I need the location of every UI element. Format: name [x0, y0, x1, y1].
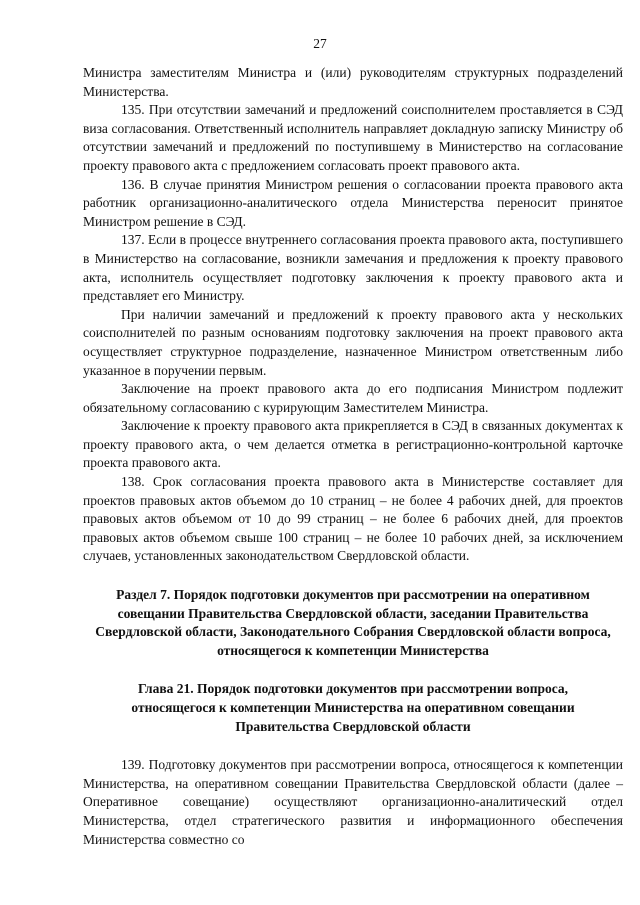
- section-7-heading: Раздел 7. Порядок подготовки документов при рассмотрении на оперативном совещании Правительства Свердловской области, заседании Правительства Свердловской области, Законодательного Собрания Свердловской области вопроса, относящегося к компетенции Министерства: [95, 587, 611, 658]
- paragraph-137-attachment: Заключение к проекту правового акта прикрепляется в СЭД в связанных документах к проекту правового акта, о чем делается отметка в регистрационно-контрольной карточке проекта правового акта.: [83, 418, 623, 471]
- paragraph-137-conclusion: Заключение на проект правового акта до его подписания Министром подлежит обязательному согласованию с курирующим Заместителем Министра.: [83, 381, 623, 415]
- paragraph-137-remarks: При наличии замечаний и предложений к проекту правового акта у нескольких соисполнителей по разным основаниям подготовку заключения на проект правового акта осуществляет структурное подразделение, назначенное Министром ответственным либо указанное в поручении первым.: [83, 306, 623, 378]
- paragraph-137: 137. Если в процессе внутреннего согласования проекта правового акта, поступившего в Министерство на согласование, возникли замечания и предложения к проекту правового акта, исполнитель осуществляет подготовку заключения к проекту правового акта и представляет его Министру.: [83, 232, 623, 304]
- paragraph-138: 138. Срок согласования проекта правового акта в Министерстве составляет для проектов правовых актов объемом до 10 страниц – не более 4 рабочих дней, для проектов правовых актов объемом от 10 до 99 страниц – не более 6 рабочих дней, для проектов правовых актов объемом свыше 100 страниц – не более 10 рабочих дней, за исключением случаев, установленных законодательством Свердловской области.: [83, 474, 623, 564]
- paragraph-continuation: Министра заместителям Министра и (или) руководителям структурных подразделений Министерства.: [83, 65, 623, 99]
- chapter-21-heading: Глава 21. Порядок подготовки документов при рассмотрении вопроса, относящегося к компетенции Министерства на оперативном совещании Правительства Свердловской области: [131, 681, 575, 734]
- page-number: 27: [313, 36, 327, 51]
- spacer: [83, 736, 623, 756]
- paragraph-135: 135. При отсутствии замечаний и предложений соисполнителем проставляется в СЭД виза согласования. Ответственный исполнитель направляет докладную записку Министру об отсутствии замечаний и предложений по поступившему в Министерство на согласование проекту правового акта с предложением согласовать проект правового акта.: [83, 102, 623, 173]
- document-body: [83, 64, 623, 849]
- paragraph-136: 136. В случае принятия Министром решения о согласовании проекта правового акта работник организационно-аналитического отдела Министерства переносит принятое Министром решение в СЭД.: [83, 176, 623, 229]
- paragraph-139: 139. Подготовку документов при рассмотрении вопроса, относящегося к компетенции Министерства, на оперативном совещании Правительства Свердловской области (далее – Оперативное совещание) осуществляют организационно-аналитический отдел Министерства, отдел стратегического развития и информационного обеспечения Министерства совместно со: [83, 757, 623, 847]
